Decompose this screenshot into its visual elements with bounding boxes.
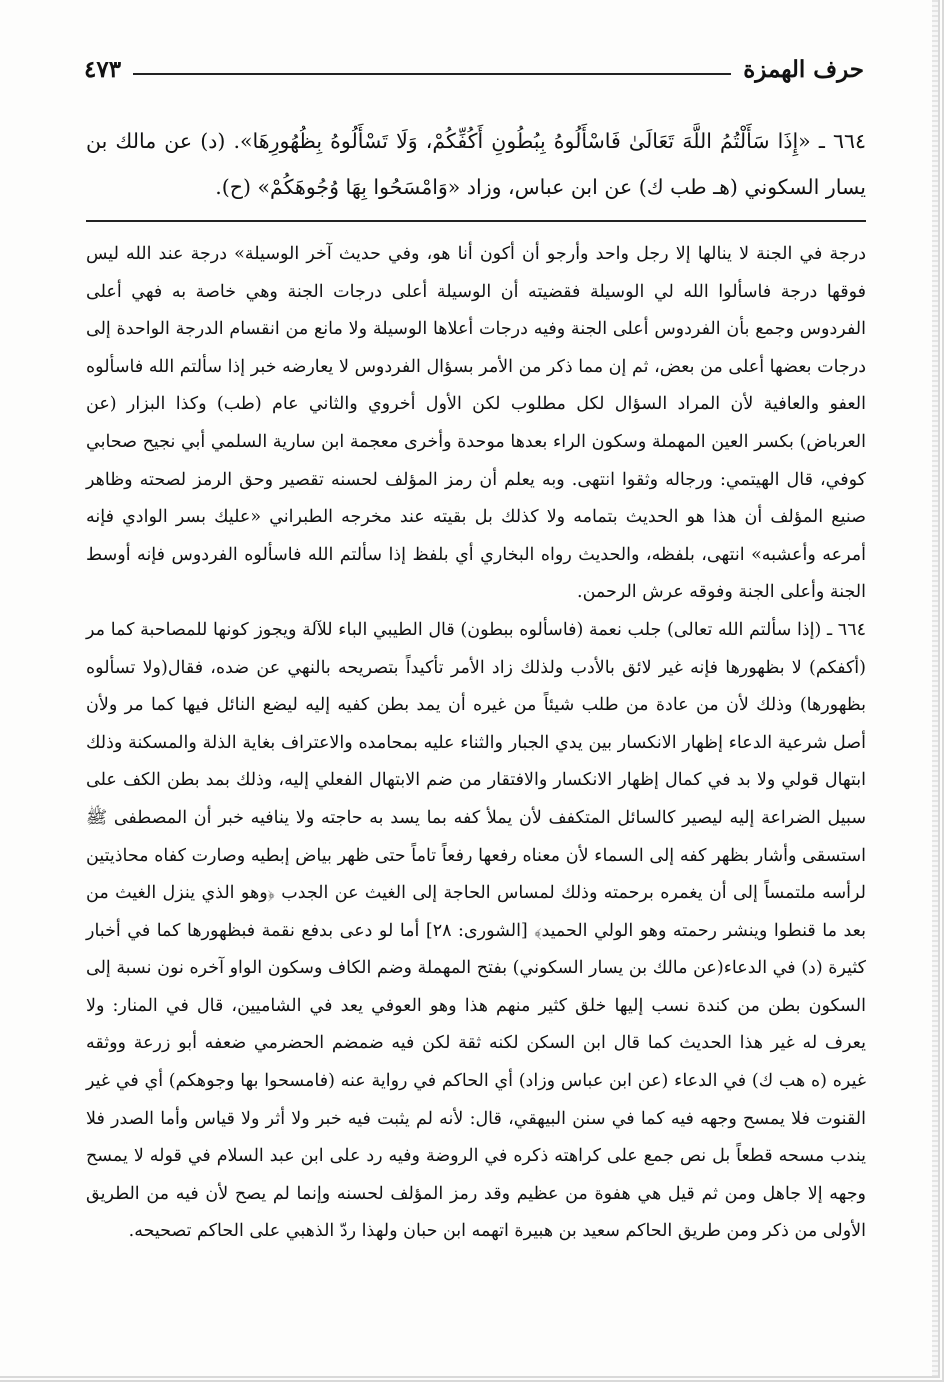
commentary-paragraph-1: درجة في الجنة لا ينالها إلا رجل واحد وأرجو أن أكون أنا هو، وفي حديث آخر الوسيلة» درجة عند الله ليس فوقها درجة فاسألوا الله لي الوسيلة فقضيته أن الوسيلة أعلى درجات الجنة وهي خاصة به فهي أعلى الفردوس وجمع بأن الفردوس أعلى الجنة وفيه درجات أعلاها الوسيلة ولا مانع من انقسام الدرجة الواحدة إلى درجات بعضها أعلى من بعض، ثم إن مما ذكر من الأمر بسؤال الفردوس لا يعارضه خبر إذا سألتم الله فاسألوه العفو والعافية لأن المراد السؤال لكل مطلوب لكن الأول أخروي والثاني عام (طب) وكذا البزار (عن العرباض) بكسر العين المهملة وسكون الراء بعدها موحدة وأخرى معجمة ابن سارية السلمي أبي نجيح صحابي كوفي، قال الهيتمي: ورجاله وثقوا انتهى. وبه يعلم أن رمز المؤلف لحسنه تقصير وحق الرمز لصحته وظاهر صنيع المؤلف أن هذا هو الحديث بتمامه ولا كذلك بل بقيته عند مخرجه الطبراني «عليك بسر الوادي فإنه أمرعه وأعشبه» انتهى، بلفظه، والحديث رواه البخاري أي بلفظ إذا سألتم الله فاسألوه الفردوس فإنه أوسط الجنة وأعلى الجنة وفوقه عرش الرحمن. [86, 244, 866, 603]
page-number: ٤٧٣ [84, 55, 122, 83]
text-divider [86, 220, 866, 222]
hadith-body: «إِذَا سَأَلْتُمُ اللَّهَ تَعَالَىٰ فَاسْأَلُوهُ بِبُطُونِ أَكُفِّكُمْ، وَلَا تَسْأَلُوهُ بِظُهُورِهَا». (د) عن مالك بن يسار السكوني (هـ طب ك) عن ابن عباس، وزاد «وَامْسَحُوا بِهَا وُجُوهَكُمْ» (ح). [86, 129, 866, 199]
hadith-number: ٦٦٤ [832, 129, 866, 153]
scan-edge-right [932, 0, 938, 1376]
hadith-text: ٦٦٤ ـ «إِذَا سَأَلْتُمُ اللَّهَ تَعَالَىٰ فَاسْأَلُوهُ بِبُطُونِ أَكُفِّكُمْ، وَلَا تَسْأَلُوهُ بِظُهُورِهَا». (د) عن مالك بن يسار السكوني (هـ طب ك) عن ابن عباس، وزاد «وَامْسَحُوا بِهَا وُجُوهَكُمْ» (ح). [86, 129, 866, 199]
chapter-title: حرف الهمزة [743, 55, 864, 83]
header-rule [133, 73, 731, 75]
running-header [84, 52, 864, 86]
commentary-paragraph-2: ٦٦٤ ـ (إذا سألتم الله تعالى) جلب نعمة (فاسألوه ببطون) قال الطيبي الباء للآلة ويجوز كونها للمصاحبة كما مر (أكفكم) لا بظهورها فإنه غير لائق بالأدب ولذلك زاد الأمر تأكيداً بتصريحه بالنهي عن ضده، فقال(ولا تسألوه بظهورها) وذلك لأن من عادة من طلب شيئاً من غيره أن يمد بطن كفيه إليه ليضع النائل فيها كما مر ولأن أصل شرعية الدعاء إظهار الانكسار بين يدي الجبار والثناء عليه بمحامده والاعتراف بغاية الذلة والمسكنة وذلك ابتهال قولي ولا بد في كمال إظهار الانكسار والافتقار من ضم الابتهال الفعلي إليه، وذلك بمد بطن الكف على سبيل الضراعة إليه ليصير كالسائل المتكفف لأن يملأ كفه بما يسد به حاجته ولا ينافيه خبر أن المصطفى ﷺ استسقى وأشار بظهر كفه إلى السماء لأن معناه رفعها رفعاً تاماً حتى ظهر بياض إبطيه وصارت كفاه محاذيتين لرأسه ملتمساً إلى أن يغمره برحمته وذلك لمساس الحاجة إلى الغيث عن الجدب ﴿وهو الذي ينزل الغيث من بعد ما قنطوا وينشر رحمته وهو الولي الحميد﴾ [الشورى: ٢٨] أما لو دعى بدفع نقمة فبظهورها كما في أخبار كثيرة (د) في الدعاء(عن مالك بن يسار السكوني) بفتح المهملة وضم الكاف وسكون الواو آخره نون نسبة إلى السكون بطن من كندة نسب إليها خلق كثير منهم هذا وهو العوفي يعد في الشاميين، قال في المنار: ولا يعرف له غير هذا الحديث كما قال ابن السكن لكنه ثقة لكن فيه ضمضم الحضرمي ضعفه أبو زرعة ووثقه غيره (ه هب ك) في الدعاء (عن ابن عباس وزاد) أي الحاكم في رواية عنه (فامسحوا بها وجوهكم) أي في غير القنوت فلا يمسح وجهه فيه كما في سنن البيهقي، قال: لأنه لم يثبت فيه خبر ولا أثر ولا قياس وأما الصدر فلا يندب مسحه قطعاً بل نص جمع على كراهته ذكره في الروضة وفيه رد على ابن عبد السلام في قوله لا يمسح وجهه إلا جاهل ومن ثم قيل هي هفوة من عظيم وقد رمز المؤلف لحسنه وإنما لم يصح لأن فيه من الطريق الأولى من ذكر ومن طريق الحاكم سعيد بن هبيرة اتهمه ابن حبان ولهذا ردّ الذهبي على الحاكم تصحيحه. [86, 619, 866, 1242]
commentary [86, 236, 866, 1251]
